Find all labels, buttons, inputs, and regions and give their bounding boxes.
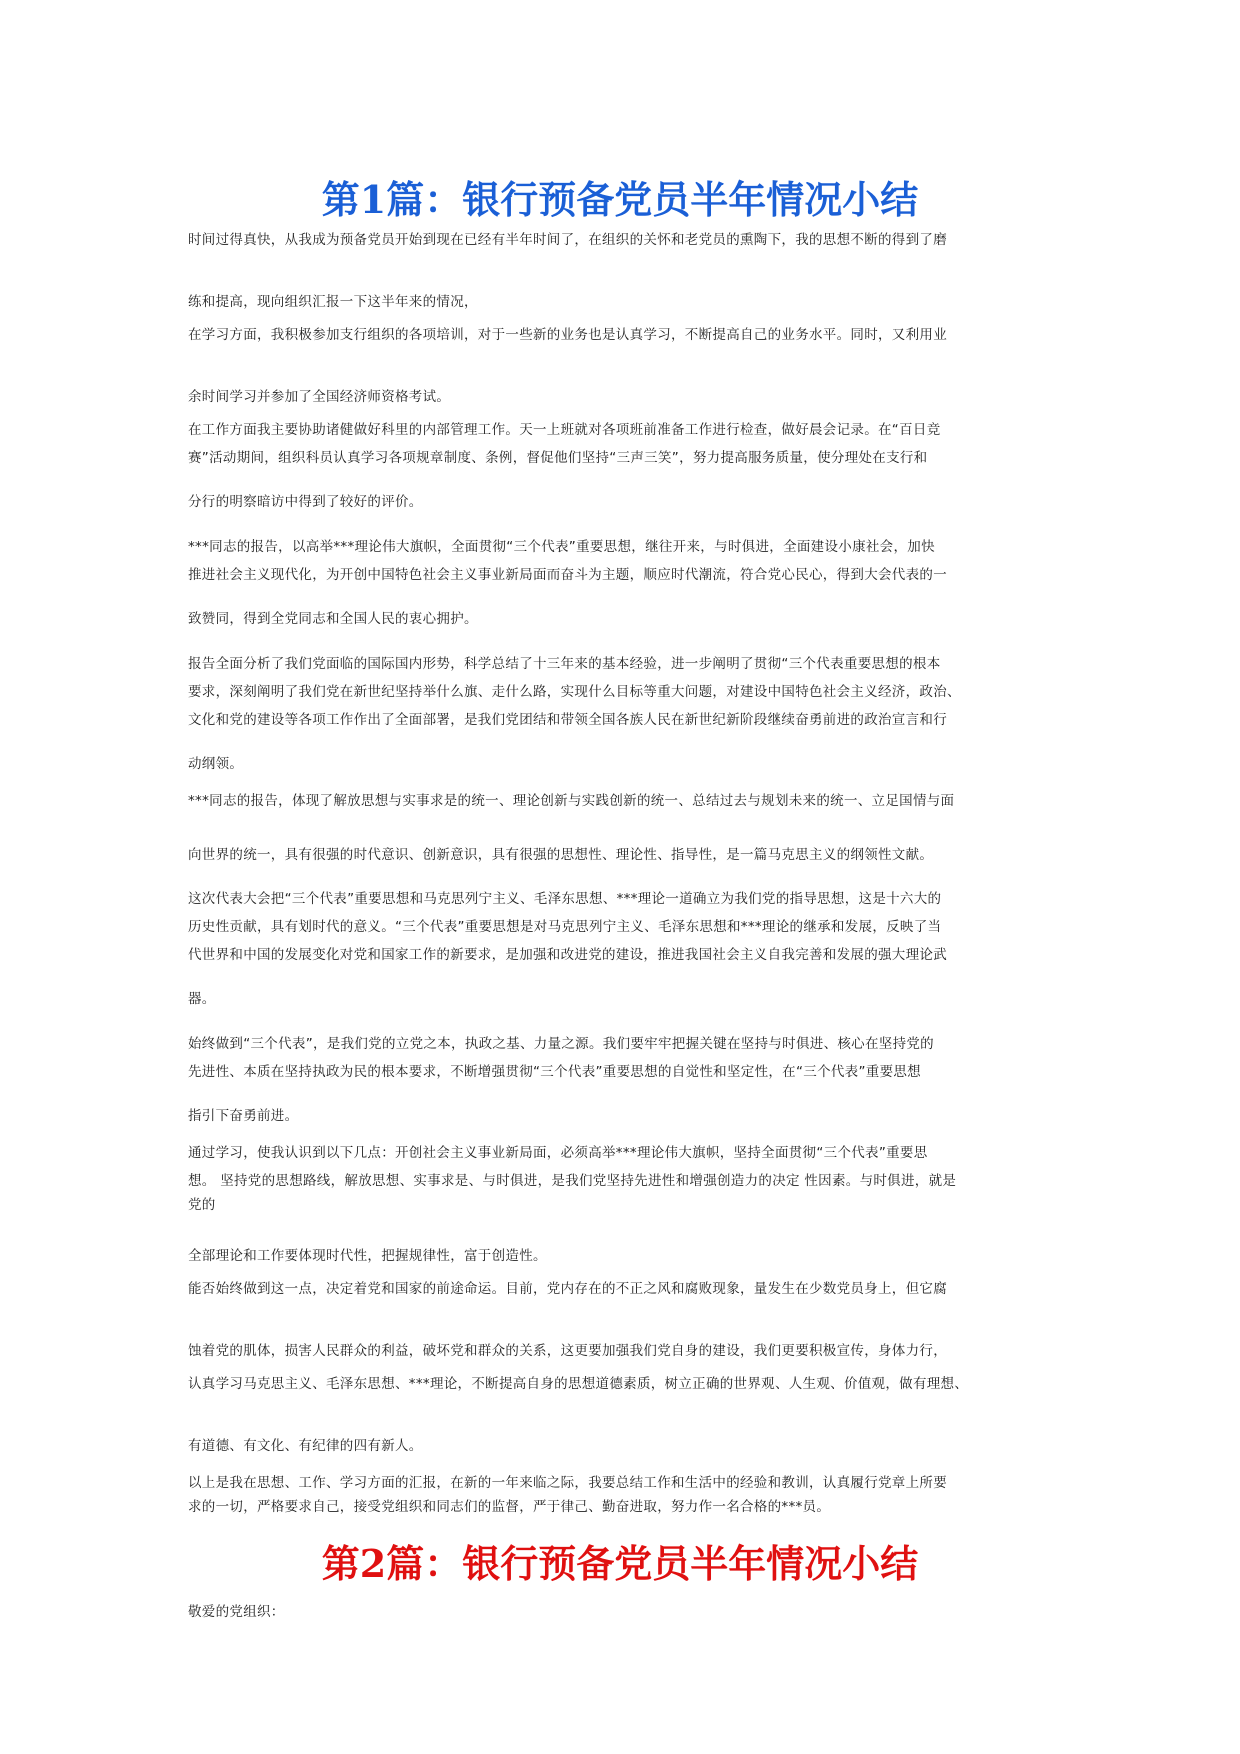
body-line: 分行的明察暗访中得到了较好的评价。 — [188, 494, 423, 510]
body-line: 有道德、有文化、有纪律的四有新人。 — [188, 1438, 423, 1454]
body-line: 器。 — [188, 991, 216, 1007]
body-line: 文化和党的建设等各项工作作出了全面部署，是我们党团结和带领全国各族人民在新世纪新阶段继续奋勇前进的政治宣言和行 — [188, 712, 947, 728]
body-line: 能否始终做到这一点，决定着党和国家的前途命运。目前，党内存在的不正之风和腐败现象，量发生在少数党员身上，但它腐 — [188, 1281, 947, 1297]
body-line: 敬爱的党组织： — [188, 1604, 285, 1620]
body-line: 蚀着党的肌体，损害人民群众的利益，破坏党和群众的关系，这更要加强我们党自身的建设，我们更要积极宣传，身体力行， — [188, 1343, 947, 1359]
body-line: 在工作方面我主要协助诸健做好科里的内部管理工作。天一上班就对各项班前准备工作进行检查，做好晨会记录。在“百日竞 — [188, 422, 941, 438]
body-line: 认真学习马克思主义、毛泽东思想、***理论，不断提高自身的思想道德素质，树立正确的世界观、人生观、价值观，做有理想、 — [188, 1376, 969, 1392]
body-line: 致赞同，得到全党同志和全国人民的衷心拥护。 — [188, 611, 478, 627]
body-line: 历史性贡献，具有划时代的意义。“三个代表”重要思想是对马克思列宁主义、毛泽东思想和***理论的继承和发展，反映了当 — [188, 919, 942, 935]
body-line: 想。 坚持党的思想路线，解放思想、实事求是、与时俱进，是我们党坚持先进性和增强创造力的决定 性因素。与时俱进，就是 — [188, 1173, 957, 1189]
body-line: 要求，深刻阐明了我们党在新世纪坚持举什么旗、走什么路，实现什么目标等重大问题，对建设中国特色社会主义经济，政治、 — [188, 684, 961, 700]
body-line: 动纲领。 — [188, 756, 244, 772]
body-line: 指引下奋勇前进。 — [188, 1108, 299, 1124]
body-line: 在学习方面，我积极参加支行组织的各项培训，对于一些新的业务也是认真学习，不断提高自己的业务水平。同时，又利用业 — [188, 327, 947, 343]
body-line: ***同志的报告，体现了解放思想与实事求是的统一、理论创新与实践创新的统一、总结过去与规划未来的统一、立足国情与面 — [188, 793, 955, 809]
body-line: 以上是我在思想、工作、学习方面的汇报，在新的一年来临之际，我要总结工作和生活中的经验和教训，认真履行党章上所要 — [188, 1475, 947, 1491]
body-line: 报告全面分析了我们党面临的国际国内形势，科学总结了十三年来的基本经验，进一步阐明了贯彻“三个代表重要思想的根本 — [188, 656, 941, 672]
section-1-title: 第1篇：银行预备党员半年情况小结 — [321, 177, 919, 222]
body-line: 全部理论和工作要体现时代性，把握规律性，富于创造性。 — [188, 1248, 547, 1264]
body-line: 余时间学习并参加了全国经济师资格考试。 — [188, 389, 451, 405]
section-2-title: 第2篇：银行预备党员半年情况小结 — [321, 1541, 919, 1586]
body-line: 推进社会主义现代化，为开创中国特色社会主义事业新局面而奋斗为主题，顺应时代潮流，符合党心民心，得到大会代表的一 — [188, 567, 947, 583]
body-line: 始终做到“三个代表”，是我们党的立党之本，执政之基、力量之源。我们要牢牢把握关键在坚持与时俱进、核心在坚持党的 — [188, 1036, 934, 1052]
body-line: 练和提高，现向组织汇报一下这半年来的情况， — [188, 294, 478, 310]
body-line: 赛”活动期间，组织科员认真学习各项规章制度、条例，督促他们坚持“三声三笑”，努力提高服务质量，使分理处在支行和 — [188, 450, 928, 466]
body-line: 向世界的统一，具有很强的时代意识、创新意识，具有很强的思想性、理论性、指导性，是一篇马克思主义的纲领性文献。 — [188, 847, 934, 863]
body-line: 时间过得真快，从我成为预备党员开始到现在已经有半年时间了，在组织的关怀和老党员的熏陶下，我的思想不断的得到了磨 — [188, 232, 947, 248]
body-line: 这次代表大会把“三个代表”重要思想和马克思列宁主义、毛泽东思想、***理论一道确立为我们党的指导思想，这是十六大的 — [188, 891, 942, 907]
body-line: ***同志的报告，以高举***理论伟大旗帜，全面贯彻“三个代表”重要思想，继往开来，与时俱进，全面建设小康社会，加快 — [188, 539, 935, 555]
body-line: 党的 — [188, 1197, 216, 1213]
body-line: 先进性、本质在坚持执政为民的根本要求，不断增强贯彻“三个代表”重要思想的自觉性和坚定性，在“三个代表”重要思想 — [188, 1064, 921, 1080]
body-line: 代世界和中国的发展变化对党和国家工作的新要求，是加强和改进党的建设，推进我国社会主义自我完善和发展的强大理论武 — [188, 947, 947, 963]
body-line: 求的一切，严格要求自己，接受党组织和同志们的监督，严于律己、勤奋进取，努力作一名合格的***员。 — [188, 1499, 831, 1515]
body-line: 通过学习，使我认识到以下几点：开创社会主义事业新局面，必须高举***理论伟大旗帜，坚持全面贯彻“三个代表”重要思 — [188, 1145, 928, 1161]
